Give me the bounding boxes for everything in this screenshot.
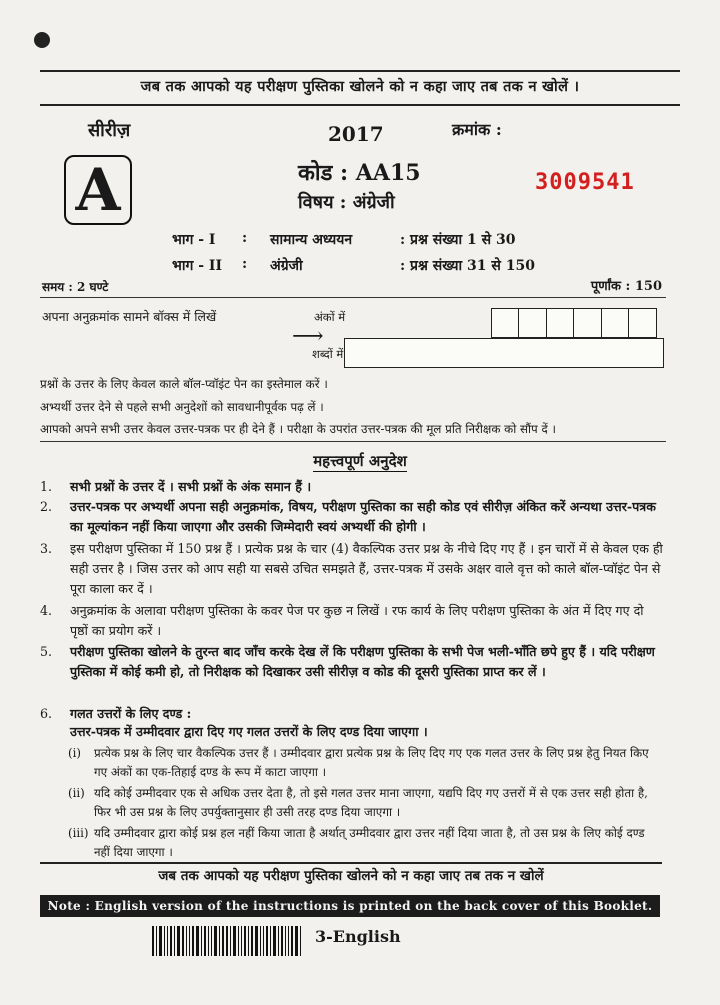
in-words-label: शब्दों में [312,347,344,361]
in-figures-label: अंकों में [314,310,346,324]
serial-number: 3009541 [535,170,635,195]
instruction-item: 4. अनुक्रमांक के अलावा परीक्षण पुस्तिका के कवर पेज पर कुछ न लिखें । रफ कार्य के लिए परीक्षण पुस्तिका के अंत में दिए गए दो पृष्ठों का प्रयोग करें । [40,603,644,638]
punch-hole [34,32,50,48]
barcode [152,926,303,956]
booklet-series-code: 3-English [315,927,401,946]
penalty-point: (ii) यदि कोई उम्मीदवार एक से अधिक उत्तर देता है, तो इसे गलत उत्तर माना जाएगा, यद्यपि दिए गए उत्तरों में से एक उत्तर सही होता है, फिर भी उस प्रश्न के लिए उपर्युक्तानुसार ही उसी तरह दण्ड दिया जाएगा । [68,786,648,819]
part-label: भाग - II [172,258,223,274]
roll-digit-box[interactable] [601,308,630,338]
bottom-rule [40,862,662,864]
divider [40,297,666,298]
penalty-point: (i) प्रत्येक प्रश्न के लिए चार वैकल्पिक उत्तर हैं । उम्मीदवार द्वारा प्रत्येक प्रश्न के लिए दिए गए एक गलत उत्तर के लिए प्रश्न हेतु नियत किए गए अंकों का एक-तिहाई दण्ड के रूप में काटा जाएगा । [68,746,649,779]
english-note-bar: Note : English version of the instructions is printed on the back cover of this Booklet. [40,895,660,917]
subject: विषय : अंग्रेजी [298,192,395,213]
instruction-item: 3. इस परीक्षण पुस्तिका में 150 प्रश्न हैं । प्रत्येक प्रश्न के चार (4) वैकल्पिक उत्तर प्रश्न के नीचे दिए गए हैं । इन चारों में से केवल एक ही सही उत्तर है । जिस उत्तर को आप सही या सबसे उचित समझते हैं, उत्तर-पत्रक में उसके अक्षर वाले वृत्त को काले बॉल-प्वॉइंट पेन से पूरा काला कर दें । [40,541,663,596]
top-warning: जब तक आपको यह परीक्षण पुस्तिका खोलने को न कहा जाए तब तक न खोलें । [140,78,580,95]
part-questions: : प्रश्न संख्या 31 से 150 [400,258,535,274]
part-name: अंग्रेजी [270,258,303,274]
roll-number-boxes[interactable] [492,308,657,338]
part-label: भाग - I [172,232,216,248]
roll-digit-box[interactable] [546,308,575,338]
roll-instruction: अपना अनुक्रमांक सामने बॉक्स में लिखें [42,309,217,324]
part-colon: : [242,230,248,246]
series-letter-box: A [64,155,132,225]
series-label: सीरीज़ [88,120,131,141]
serial-label: क्रमांक : [452,120,502,139]
arrow-right-icon: ⟶ [292,324,324,349]
exam-year: 2017 [328,122,384,146]
time-allowed: समय : 2 घण्टे [42,280,109,294]
divider [40,441,666,442]
instructions-heading: महत्त्वपूर्ण अनुदेश [313,452,407,470]
part-row-2 [172,256,535,275]
roll-digit-box[interactable] [628,308,657,338]
bottom-warning: जब तक आपको यह परीक्षण पुस्तिका खोलने को न कहा जाए तब तक न खोलें [158,868,544,884]
instruction-item: 5. परीक्षण पुस्तिका खोलने के तुरन्त बाद जाँच करके देख लें कि परीक्षण पुस्तिका के सभी पेज भली-भाँति छपे हुए हैं । यदि परीक्षण पुस्तिका में कोई कमी हो, तो निरीक्षक को दिखाकर उसी सीरीज़ व कोड की दूसरी पुस्तिका प्राप्त कर लें । [40,644,655,679]
instruction-item: 1. सभी प्रश्नों के उत्तर दें । सभी प्रश्नों के अंक समान हैं । [40,479,312,494]
max-marks: पूर्णांक : 150 [590,279,662,294]
roll-number-words-box[interactable] [344,338,664,368]
booklet-code: कोड : AA15 [298,160,421,186]
penalty-point: (iii) यदि उम्मीदवार द्वारा कोई प्रश्न हल नहीं किया जाता है अर्थात् उम्मीदवार द्वारा उत्तर नहीं दिया जाता है, तो उस प्रश्न के लिए कोई दण्ड नहीं दिया जाएगा । [68,826,645,859]
intro-line: अभ्यर्थी उत्तर देने से पहले सभी अनुदेशों को सावधानीपूर्वक पढ़ लें । [40,400,324,414]
part-colon: : [242,256,248,272]
top-warning-rule [40,104,680,106]
roll-digit-box[interactable] [491,308,520,338]
part-questions: : प्रश्न संख्या 1 से 30 [400,232,516,248]
top-rule [40,70,680,72]
instruction-item: 2. उत्तर-पत्रक पर अभ्यर्थी अपना सही अनुक्रमांक, विषय, परीक्षण पुस्तिका का सही कोड एवं सीरीज़ अंकित करें अन्यथा उत्तर-पत्रक का मूल्यांकन नहीं किया जाएगा और उसकी जिम्मेदारी स्वयं अभ्यर्थी की होगी । [40,499,656,534]
intro-line: आपको अपने सभी उत्तर केवल उत्तर-पत्रक पर ही देने हैं । परीक्षा के उपरांत उत्तर-पत्रक की मूल प्रति निरीक्षक को सौंप दें । [40,422,556,436]
penalty-intro: उत्तर-पत्रक में उम्मीदवार द्वारा दिए गए गलत उत्तरों के लिए दण्ड दिया जाएगा । [70,724,428,739]
part-row-1 [172,230,516,249]
intro-line: प्रश्नों के उत्तर के लिए केवल काले बॉल-प्वॉइंट पेन का इस्तेमाल करें । [40,377,328,391]
instruction-item: 6. गलत उत्तरों के लिए दण्ड : [40,706,192,721]
part-name: सामान्य अध्ययन [270,232,353,248]
roll-digit-box[interactable] [518,308,547,338]
roll-digit-box[interactable] [573,308,602,338]
